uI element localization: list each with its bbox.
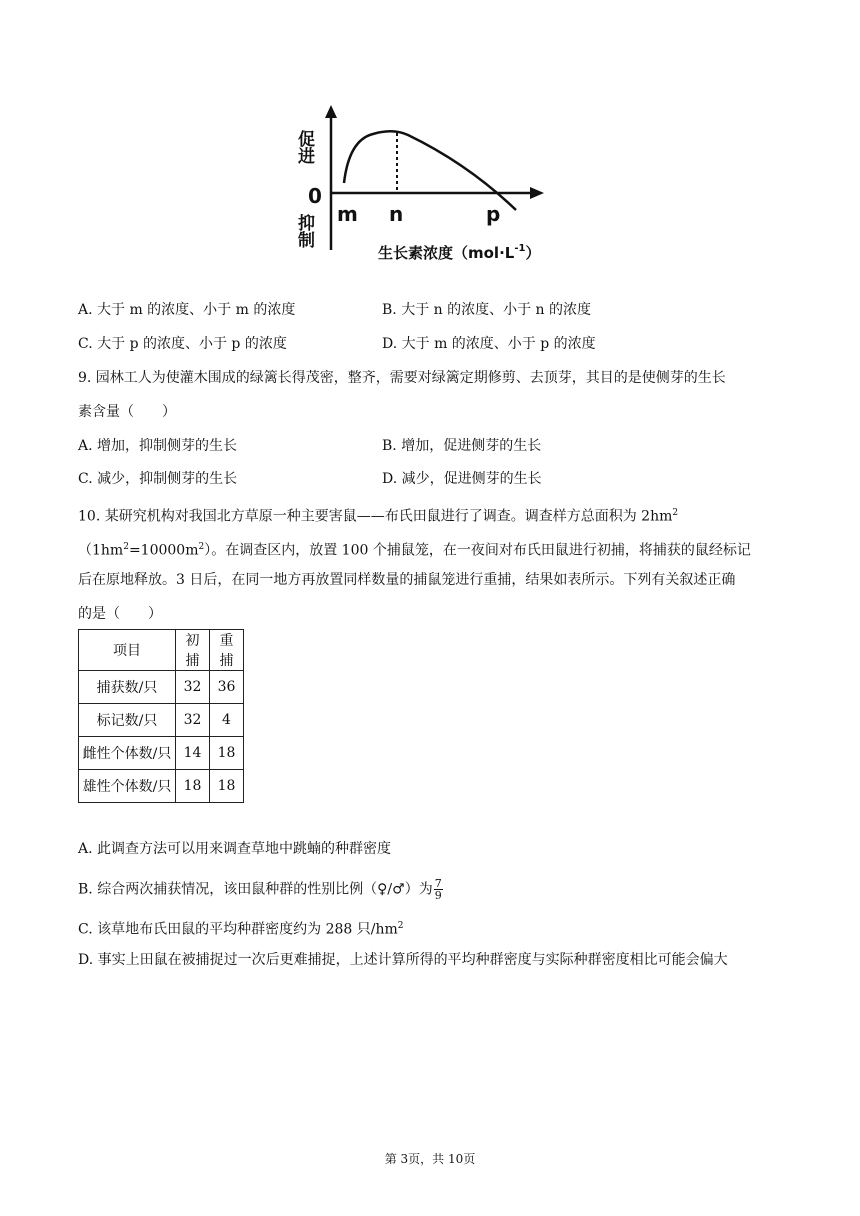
- q10-option-b[interactable]: [78, 878, 443, 901]
- table-row: [79, 770, 244, 803]
- q10-line2-sup2: 2: [198, 542, 205, 552]
- q10-option-c[interactable]: [78, 916, 403, 940]
- y-axis-arrow: [325, 105, 337, 118]
- q10-stem-line4: 的是（ ）: [78, 606, 162, 622]
- y-label-promote: 促进: [294, 130, 314, 164]
- table-row: [79, 704, 244, 737]
- q9-option-c[interactable]: C. 减少，抑制侧芽的生长: [78, 471, 238, 487]
- table-cell: 36: [210, 671, 244, 704]
- fraction-denominator: 9: [434, 889, 442, 902]
- q10-line2-sup1: 2: [123, 542, 129, 552]
- table-header-cell: 初捕: [176, 630, 210, 671]
- x-axis-label: 生长素浓度$(mol\cdot L^{-1})$: [378, 243, 541, 262]
- x-mark-n: n: [389, 202, 404, 226]
- q8-option-d[interactable]: D. 大于 m 的浓度、小于 p 的浓度: [382, 336, 596, 352]
- q8-option-b[interactable]: B. 大于 n 的浓度、小于 n 的浓度: [382, 302, 592, 318]
- q10-option-c-text: C. 该草地布氏田鼠的平均种群密度约为 288 只/hm: [78, 921, 398, 938]
- q9-option-d[interactable]: D. 减少，促进侧芽的生长: [382, 471, 542, 487]
- q10-option-d[interactable]: D. 事实上田鼠在被捕捉过一次后更难捕捉，上述计算所得的平均种群密度与实际种群密度相比可能会偏大: [78, 952, 728, 968]
- table-cell: 18: [210, 737, 244, 770]
- y-label-inhibit: 抑制: [294, 214, 314, 248]
- x-axis-arrow: [530, 187, 544, 199]
- page-footer: 第 3页，共 10页: [384, 1152, 476, 1166]
- table-cell: 标记数/只: [79, 704, 176, 737]
- table-header-cell: 重捕: [210, 630, 244, 671]
- table-header-row: [79, 630, 244, 671]
- q10-line2-c: ）。在调查区内，放置 100 个捕鼠笼，在一夜间对布氏田鼠进行初捕，将捕获的鼠经标记: [204, 542, 751, 559]
- y-label-zero: 0: [308, 184, 322, 208]
- q10-option-a[interactable]: A. 此调查方法可以用来调查草地中跳蝻的种群密度: [78, 841, 392, 857]
- q9-stem-line1: 9. 园林工人为使灌木围成的绿篱长得茂密，整齐，需要对绿篱定期修剪、去顶芽，其目的是使侧芽的生长: [78, 370, 726, 386]
- q10-line2-b: =10000m: [128, 542, 199, 559]
- response-curve: [344, 131, 516, 210]
- x-mark-m: m: [337, 202, 358, 226]
- table-cell: 4: [210, 704, 244, 737]
- table-cell: 14: [176, 737, 210, 770]
- table-cell: 捕获数/只: [79, 671, 176, 704]
- table-cell: 18: [210, 770, 244, 803]
- fraction: [434, 878, 443, 901]
- q10-stem-line1: [78, 503, 678, 527]
- q9-option-b[interactable]: B. 增加，促进侧芽的生长: [382, 438, 542, 454]
- q10-stem-line3: 后在原地释放。3 日后，在同一地方再放置同样数量的捕鼠笼进行重捕，结果如表所示。下列有关叙述正确: [78, 572, 736, 588]
- capture-data-table: [78, 629, 244, 803]
- x-mark-p: p: [486, 202, 501, 226]
- q10-line1-sup: 2: [672, 508, 679, 518]
- q9-option-a[interactable]: A. 增加，抑制侧芽的生长: [78, 438, 238, 454]
- growth-hormone-curve-figure: [294, 100, 568, 270]
- table-cell: 18: [176, 770, 210, 803]
- q10-line1-text: 10. 某研究机构对我国北方草原一种主要害鼠——布氏田鼠进行了调查。调查样方总面积为 2hm: [78, 508, 673, 525]
- q8-option-a[interactable]: A. 大于 m 的浓度、小于 m 的浓度: [78, 302, 296, 318]
- q10-stem-line2: [78, 537, 751, 561]
- q10-option-b-text: B. 综合两次捕获情况，该田鼠种群的性别比例（♀/♂）为: [78, 881, 433, 898]
- table-header-cell: 项目: [79, 630, 176, 671]
- q8-option-c[interactable]: C. 大于 p 的浓度、小于 p 的浓度: [78, 336, 287, 352]
- table-cell: 雄性个体数/只: [79, 770, 176, 803]
- table-row: [79, 737, 244, 770]
- q10-line2-a: （1hm: [78, 542, 124, 559]
- table-row: [79, 671, 244, 704]
- q10-option-c-sup: 2: [397, 921, 404, 931]
- q9-stem-line2: 素含量（ ）: [78, 404, 176, 420]
- table-cell: 32: [176, 671, 210, 704]
- table-cell: 32: [176, 704, 210, 737]
- table-cell: 雌性个体数/只: [79, 737, 176, 770]
- fraction-numerator: 7: [434, 877, 442, 890]
